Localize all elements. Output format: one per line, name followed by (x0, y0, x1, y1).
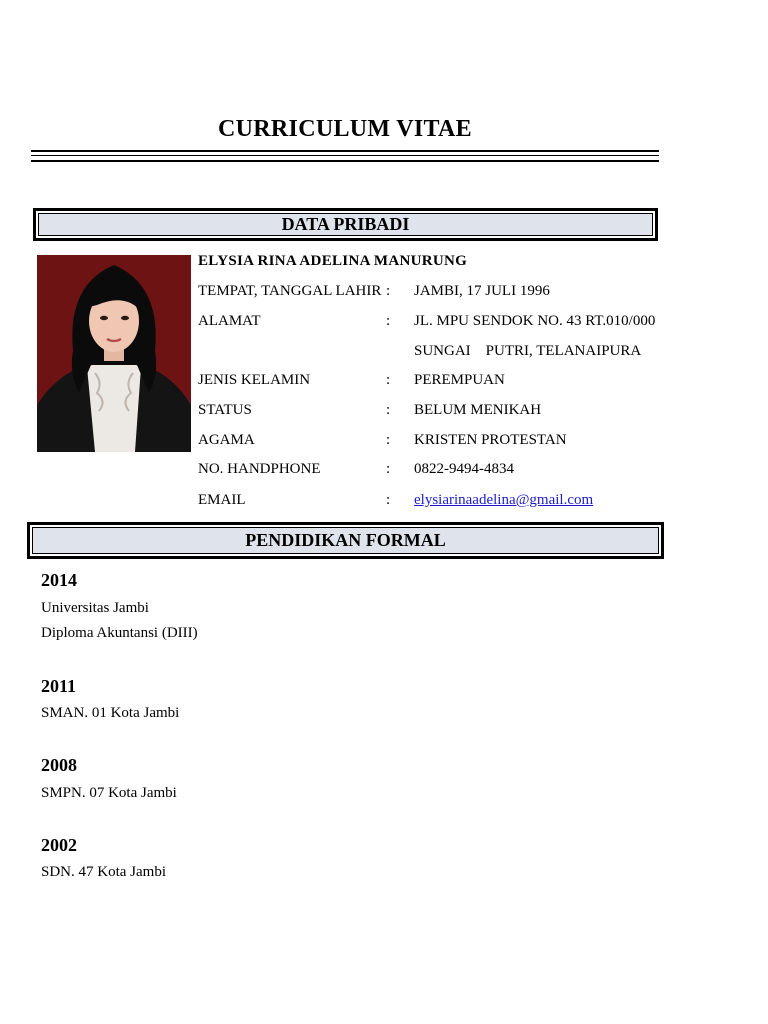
separator: : (386, 372, 391, 388)
separator: : (386, 313, 391, 329)
separator: : (386, 283, 391, 299)
section-heading: DATA PRIBADI (38, 213, 653, 236)
person-name: ELYSIA RINA ADELINA MANURUNG (198, 253, 468, 269)
section-data-pribadi (33, 208, 658, 241)
value-address-line2: SUNGAI PUTRI, TELANAIPURA (414, 343, 642, 359)
title-rule-top (31, 150, 659, 152)
education-year: 2002 (41, 835, 77, 855)
value-birth: JAMBI, 17 JULI 1996 (414, 283, 550, 299)
title-rule-bottom (31, 160, 659, 162)
label-address: ALAMAT (198, 313, 261, 329)
value-phone: 0822-9494-4834 (414, 461, 514, 477)
separator: : (386, 432, 391, 448)
education-year: 2011 (41, 676, 77, 696)
label-religion: AGAMA (198, 432, 255, 448)
label-phone: NO. HANDPHONE (198, 461, 321, 477)
education-line: SMAN. 01 Kota Jambi (41, 705, 180, 721)
label-gender: JENIS KELAMIN (198, 372, 311, 388)
value-gender: PEREMPUAN (414, 372, 505, 388)
section-heading: PENDIDIKAN FORMAL (32, 527, 659, 554)
education-year: 2014 (41, 570, 77, 590)
section-pendidikan-formal (27, 522, 664, 559)
education-line: SMPN. 07 Kota Jambi (41, 785, 177, 801)
education-line: Universitas Jambi (41, 600, 149, 616)
label-status: STATUS (198, 402, 252, 418)
value-religion: KRISTEN PROTESTAN (414, 432, 567, 448)
label-birth: TEMPAT, TANGGAL LAHIR (198, 283, 382, 299)
separator: : (386, 461, 391, 477)
label-email: EMAIL (198, 492, 246, 508)
email-link[interactable]: elysiarinaadelina@gmail.com (414, 492, 594, 508)
value-address-line1: JL. MPU SENDOK NO. 43 RT.010/000 (414, 313, 656, 329)
page-title: CURRICULUM VITAE (218, 116, 472, 142)
education-year: 2008 (41, 755, 77, 775)
title-rule-middle (31, 155, 659, 156)
value-status: BELUM MENIKAH (414, 402, 542, 418)
education-line: Diploma Akuntansi (DIII) (41, 625, 198, 641)
separator: : (386, 402, 391, 418)
value-email-container (414, 492, 593, 509)
profile-photo (37, 255, 191, 452)
education-line: SDN. 47 Kota Jambi (41, 864, 166, 880)
separator: : (386, 492, 391, 508)
